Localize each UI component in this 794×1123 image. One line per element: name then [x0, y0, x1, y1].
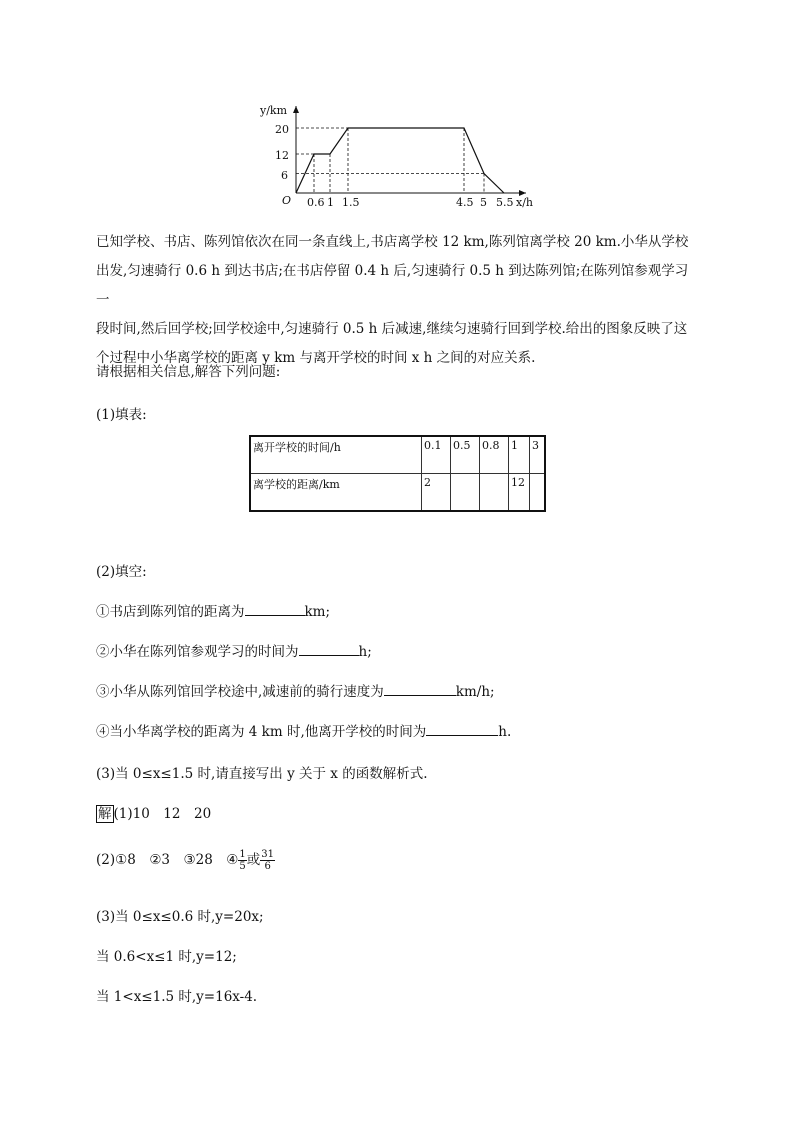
- question-3: (3)当 0≤x≤1.5 时,请直接写出 y 关于 x 的函数解析式.: [96, 766, 428, 782]
- fraction-denominator: 6: [264, 861, 271, 872]
- item-unit: km;: [304, 604, 331, 620]
- table-cell[interactable]: [451, 474, 480, 512]
- answer-blank[interactable]: [426, 721, 498, 736]
- question-2-item-d: [96, 720, 511, 740]
- distance-line: [296, 128, 504, 193]
- x-tick-label: 1: [327, 196, 334, 209]
- table-cell: 离学校的距离/km: [250, 474, 422, 512]
- statement-line: 已知学校、书店、陈列馆依次在同一条直线上,书店离学校 12 km,陈列馆离学校 20 km.小华从学校: [96, 234, 689, 250]
- table-cell: 12: [509, 474, 530, 512]
- item-unit: h;: [358, 644, 372, 660]
- fraction: [238, 849, 246, 872]
- y-tick-label: 6: [281, 169, 288, 182]
- item-text: ②小华在陈列馆参观学习的时间为: [96, 644, 299, 660]
- table-cell: 1: [509, 436, 530, 474]
- x-tick-label: 4.5: [456, 196, 474, 209]
- origin-label: O: [282, 194, 292, 207]
- answer-text: (2)①8 ②3 ③28 ④: [96, 852, 239, 868]
- fraction-denominator: 5: [239, 861, 246, 872]
- question-2-item-c: [96, 680, 495, 700]
- table-cell: 2: [422, 474, 451, 512]
- solution-tag: 解: [98, 806, 112, 822]
- solution-part-1: [96, 802, 211, 823]
- question-2-label: (2)填空:: [96, 564, 147, 580]
- item-unit: h.: [498, 724, 512, 740]
- x-tick-label: 5.5: [496, 196, 514, 209]
- problem-statement: [96, 228, 700, 373]
- answer-text: (1)10 12 20: [113, 806, 212, 822]
- solution-part-3-line: 当 0.6<x≤1 时,y=12;: [96, 949, 237, 965]
- x-tick-label: 1.5: [342, 196, 360, 209]
- item-unit: km/h;: [455, 684, 495, 700]
- fill-in-table: [249, 435, 546, 512]
- table-cell[interactable]: [530, 474, 546, 512]
- fraction-numerator: 1: [239, 849, 246, 860]
- item-text: ④当小华离学校的距离为 4 km 时,他离开学校的时间为: [96, 724, 427, 740]
- statement-line: 个过程中小华离学校的距离 y km 与离开学校的时间 x h 之间的对应关系.: [96, 350, 536, 366]
- statement-line: 出发,匀速骑行 0.6 h 到达书店;在书店停留 0.4 h 后,匀速骑行 0.5 h 到达陈列馆;在陈列馆参观学习一: [96, 263, 689, 308]
- x-tick-label: 0.6: [307, 196, 325, 209]
- answer-blank[interactable]: [299, 641, 359, 656]
- table-row: [250, 474, 545, 512]
- item-text: ③小华从陈列馆回学校途中,减速前的骑行速度为: [96, 684, 384, 700]
- statement-line: 段时间,然后回学校;回学校途中,匀速骑行 0.5 h 后减速,继续匀速骑行回到学校.给出的图象反映了这: [96, 321, 688, 337]
- fraction-numerator: 31: [261, 849, 274, 860]
- question-1-label: (1)填表:: [96, 407, 147, 423]
- y-axis-label: y/km: [260, 104, 288, 117]
- table-row: [250, 436, 545, 474]
- table-cell: 3: [530, 436, 546, 474]
- table-cell: 0.8: [480, 436, 509, 474]
- fraction: [260, 849, 275, 872]
- answer-text: 或: [246, 852, 261, 868]
- y-tick-label: 12: [275, 149, 289, 162]
- solution-part-3-line: 当 1<x≤1.5 时,y=16x-4.: [96, 989, 258, 1005]
- solution-part-3-line: (3)当 0≤x≤0.6 时,y=20x;: [96, 909, 264, 925]
- table-cell[interactable]: [480, 474, 509, 512]
- x-tick-label: 5: [480, 196, 487, 209]
- table-cell: 0.1: [422, 436, 451, 474]
- answer-blank[interactable]: [245, 601, 305, 616]
- distance-time-graph: [250, 100, 540, 212]
- question-2-item-b: [96, 640, 372, 660]
- item-text: ①书店到陈列馆的距离为: [96, 604, 245, 620]
- x-axis-label: x/h: [516, 196, 533, 209]
- table-cell: 离开学校的时间/h: [250, 436, 422, 474]
- question-2-item-a: [96, 600, 330, 620]
- table-cell: 0.5: [451, 436, 480, 474]
- prompt-text: 请根据相关信息,解答下列问题:: [96, 364, 281, 380]
- y-tick-label: 20: [275, 123, 289, 136]
- answer-blank[interactable]: [384, 681, 456, 696]
- solution-part-2: [96, 848, 275, 872]
